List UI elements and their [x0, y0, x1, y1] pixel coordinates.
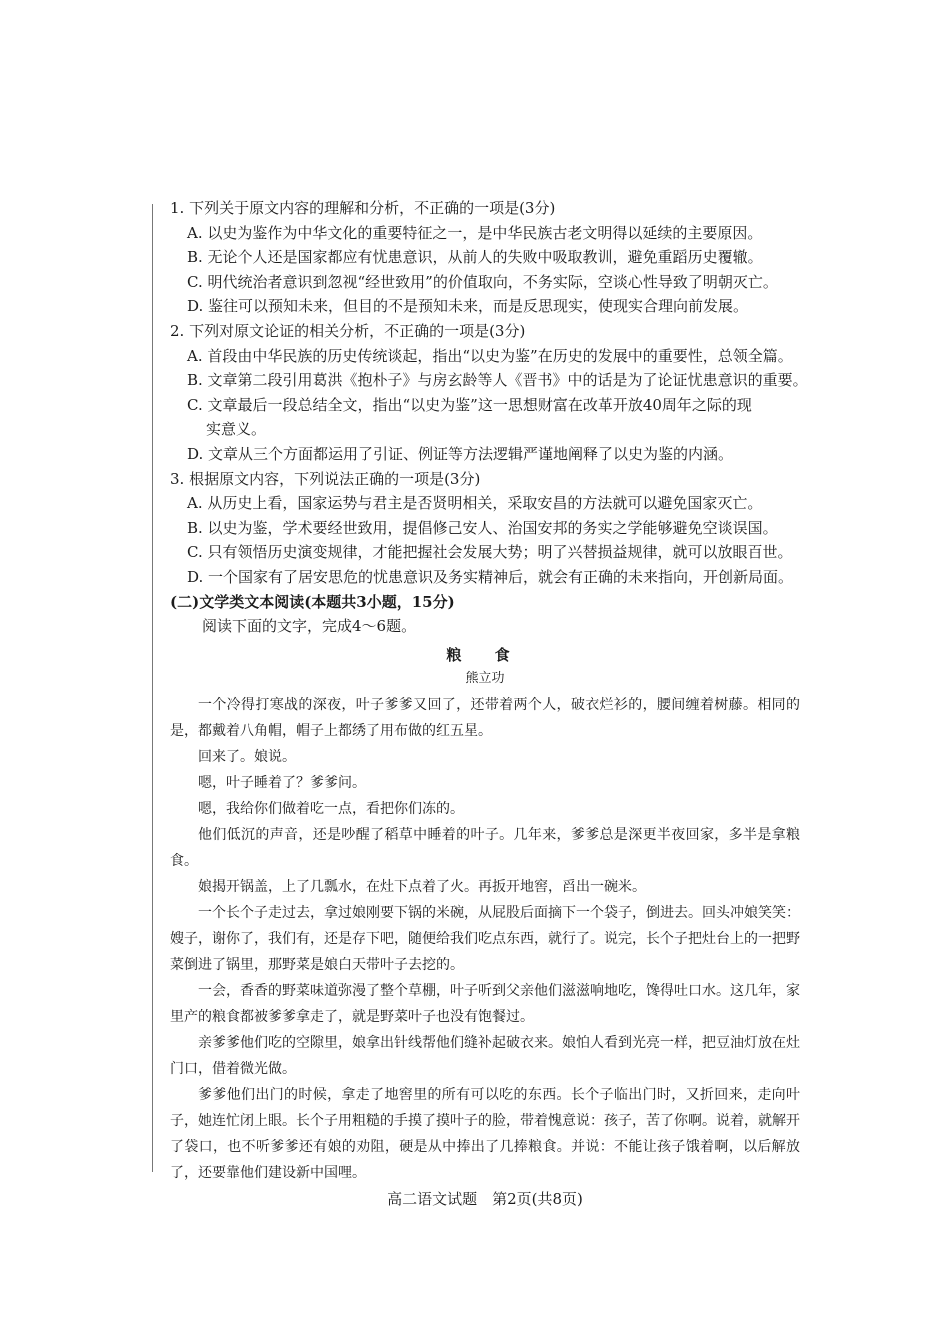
question-3-option-b: B. 以史为鉴，学术要经世致用，提倡修己安人、治国安邦的务实之学能够避免空谈误国。 [187, 518, 778, 537]
story-title: 粮 食 [446, 645, 524, 664]
page-content [170, 196, 808, 1209]
story-paragraph-5: 他们低沉的声音，还是吵醒了稻草中睡着的叶子。几年来，爹爹总是深更半夜回家，多半是拿粮食。 [170, 826, 800, 869]
section-instruction: 阅读下面的文字，完成4～6题。 [202, 617, 417, 636]
page-footer: 高二语文试题 第2页(共8页) [387, 1189, 583, 1208]
story-paragraph-9: 亲爹爹他们吃的空隙里，娘拿出针线帮他们缝补起破衣来。娘怕人看到光亮一样，把豆油灯放在灶门口，借着微光做。 [170, 1034, 800, 1077]
story-paragraph-8: 一会，香香的野菜味道弥漫了整个草棚，叶子听到父亲他们滋滋响地吃，馋得吐口水。这几年，家里产的粮食都被爹爹拿走了，就是野菜叶子也没有饱餐过。 [170, 982, 800, 1025]
story-paragraph-10: 爹爹他们出门的时候，拿走了地窖里的所有可以吃的东西。长个子临出门时，又折回来，走向叶子，她连忙闭上眼。长个子用粗糙的手摸了摸叶子的脸，带着愧意说：孩子，苦了你啊。说着，就解开了袋口，也不听爹爹还有娘的劝阻，硬是从中捧出了几捧粮食。并说：不能让孩子饿着啊，以后解放了，还要靠他们建设新中国哩。 [170, 1086, 800, 1181]
story-paragraph-6: 娘揭开锅盖，上了几瓢水，在灶下点着了火。再扳开地窖，舀出一碗米。 [198, 878, 646, 895]
question-1-option-c: C. 明代统治者意识到忽视“经世致用”的价值取向，不务实际，空谈心性导致了明朝灭亡。 [187, 272, 778, 291]
question-2-option-b: B. 文章第二段引用葛洪《抱朴子》与房玄龄等人《晋书》中的话是为了论证忧患意识的重要。 [187, 371, 808, 390]
story-paragraph-2: 回来了。娘说。 [198, 748, 296, 765]
story-paragraph-3: 嗯，叶子睡着了？爹爹问。 [198, 774, 366, 791]
question-2-stem: 2. 下列对原文论证的相关分析，不正确的一项是(3分) [170, 321, 526, 340]
question-2-option-c: C. 文章最后一段总结全文，指出“以史为鉴”这一思想财富在改革开放40周年之际的现 [187, 395, 752, 414]
binding-margin-line [152, 204, 153, 1172]
story-paragraph-1: 一个冷得打寒战的深夜，叶子爹爹又回了，还带着两个人，破衣烂衫的，腰间缠着树藤。相同的是，都戴着八角帽，帽子上都绣了用布做的红五星。 [170, 696, 800, 739]
question-1-option-d: D. 鉴往可以预知未来，但目的不是预知未来，而是反思现实，使现实合理向前发展。 [187, 297, 749, 316]
question-3-option-a: A. 从历史上看，国家运势与君主是否贤明相关，采取安昌的方法就可以避免国家灭亡。 [187, 494, 763, 513]
story-paragraph-7: 一个长个子走过去，拿过娘刚要下锅的米碗，从屁股后面摘下一个袋子，倒进去。回头冲娘笑笑：嫂子，谢你了，我们有，还是存下吧，随便给我们吃点东西，就行了。说完，长个子把灶台上的一把野菜倒进了锅里，那野菜是娘白天带叶子去挖的。 [170, 904, 800, 973]
question-1-option-a: A. 以史为鉴作为中华文化的重要特征之一，是中华民族古老文明得以延续的主要原因。 [187, 223, 763, 242]
question-3-option-c: C. 只有领悟历史演变规律，才能把握社会发展大势；明了兴替损益规律，就可以放眼百世。 [187, 543, 793, 562]
section-heading: (二)文学类文本阅读(本题共3小题，15分) [170, 592, 455, 611]
story-paragraph-4: 嗯，我给你们做着吃一点，看把你们冻的。 [198, 800, 464, 817]
story-author: 熊立功 [465, 671, 505, 687]
question-2-option-d: D. 文章从三个方面都运用了引证、例证等方法逻辑严谨地阐释了以史为鉴的内涵。 [187, 444, 734, 463]
question-3-stem: 3. 根据原文内容，下列说法正确的一项是(3分) [170, 469, 481, 488]
question-1-option-b: B. 无论个人还是国家都应有忧患意识，从前人的失败中吸取教训，避免重蹈历史覆辙。 [187, 248, 763, 267]
question-2-option-a: A. 首段由中华民族的历史传统谈起，指出“以史为鉴”在历史的发展中的重要性，总领全篇。 [187, 346, 793, 365]
question-2-option-c-continued: 实意义。 [206, 420, 267, 439]
question-1-stem: 1. 下列关于原文内容的理解和分析，不正确的一项是(3分) [170, 199, 556, 217]
question-3-option-d: D. 一个国家有了居安思危的忧患意识及务实精神后，就会有正确的未来指向，开创新局面。 [187, 567, 794, 586]
